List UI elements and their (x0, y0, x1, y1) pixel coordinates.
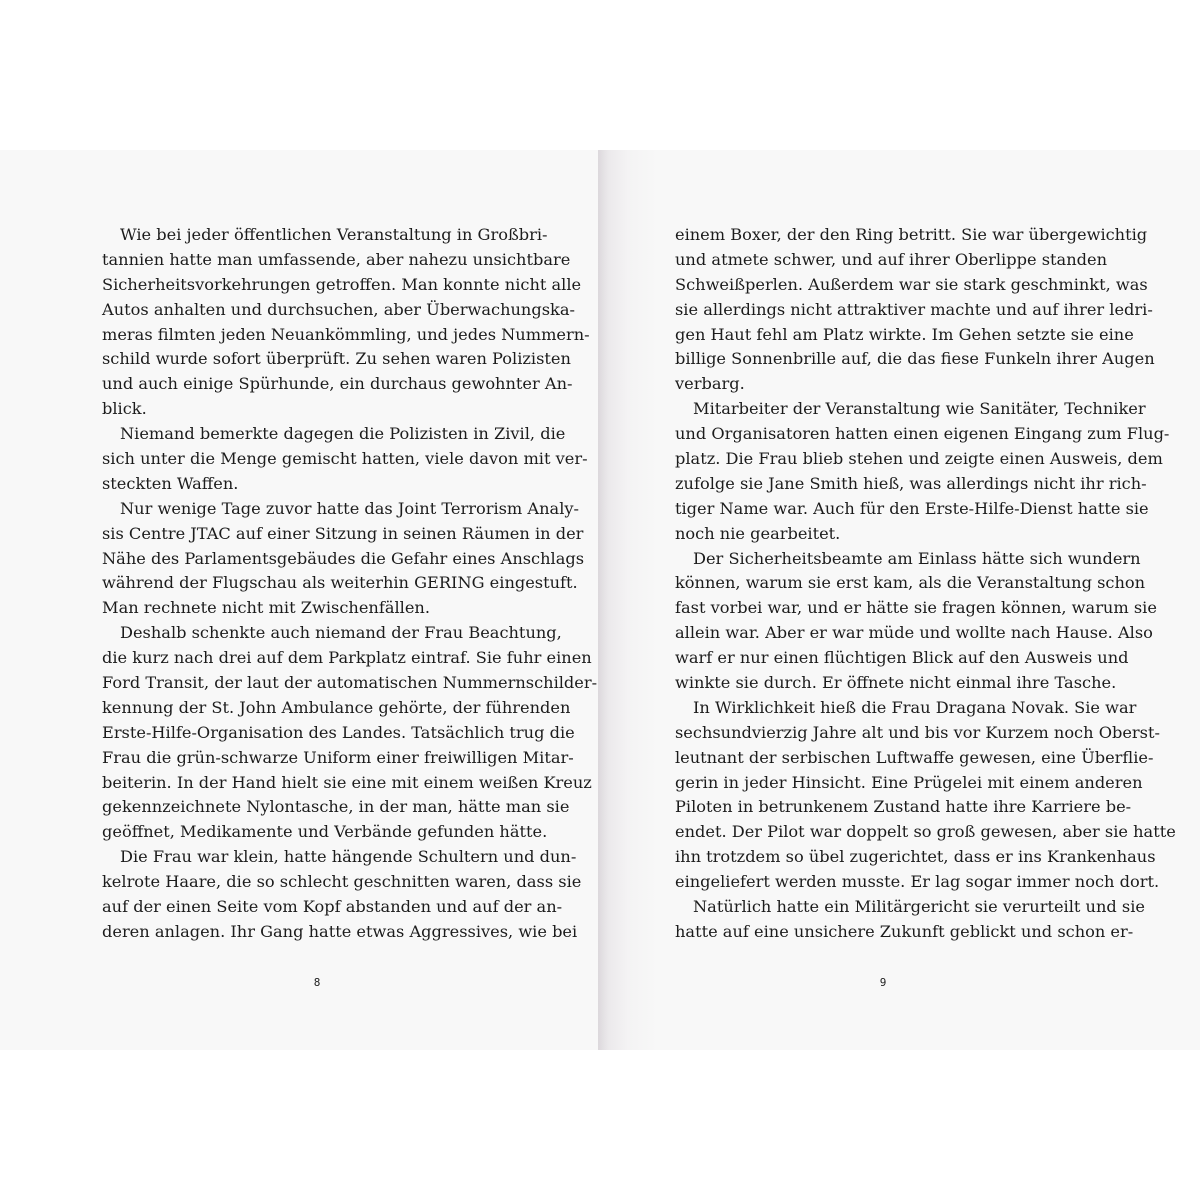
text-line: leutnant der serbischen Luftwaffe gewesen, eine Überflie- (675, 747, 1154, 767)
right-page-text (675, 223, 1176, 945)
left-page-text (102, 223, 598, 945)
text-line: fast vorbei war, und er hätte sie fragen können, warum sie (675, 598, 1157, 618)
text-line: Frau die grün-schwarze Uniform einer freiwilligen Mitar- (102, 747, 574, 767)
text-line: Nur wenige Tage zuvor hatte das Joint Terrorism Analy- (120, 498, 579, 518)
text-line: sich unter die Menge gemischt hatten, viele davon mit ver- (102, 449, 588, 469)
text-line: sis Centre JTAC auf einer Sitzung in seinen Räumen in der (102, 523, 584, 543)
text-line: gekennzeichnete Nylontasche, in der man, hätte man sie (102, 797, 570, 817)
text-line: eingeliefert werden musste. Er lag sogar immer noch dort. (675, 872, 1160, 892)
text-line: verbarg. (675, 374, 745, 394)
text-line: steckten Waffen. (102, 473, 239, 493)
text-line: meras filmten jeden Neuankömmling, und jedes Nummern- (102, 324, 590, 344)
text-line: geöffnet, Medikamente und Verbände gefunden hätte. (102, 822, 548, 842)
text-line: tannien hatte man umfassende, aber nahezu unsichtbare (102, 249, 571, 269)
text-line: sechsundvierzig Jahre alt und bis vor Kurzem noch Oberst- (675, 722, 1160, 742)
text-line: sie allerdings nicht attraktiver machte und auf ihrer ledri- (675, 299, 1153, 319)
text-line: endet. Der Pilot war doppelt so groß gewesen, aber sie hatte (675, 822, 1176, 842)
text-line: Wie bei jeder öffentlichen Veranstaltung in Großbri- (120, 225, 548, 244)
text-line: während der Flugschau als weiterhin GERING eingestuft. (102, 573, 578, 593)
text-line: Sicherheitsvorkehrungen getroffen. Man konnte nicht alle (102, 274, 582, 294)
text-line: In Wirklichkeit hieß die Frau Dragana Novak. Sie war (693, 697, 1137, 717)
text-line: Der Sicherheitsbeamte am Einlass hätte sich wundern (693, 548, 1141, 568)
book-spread (0, 150, 1200, 1050)
text-line: schild wurde sofort überprüft. Zu sehen waren Polizisten (102, 349, 571, 369)
text-line: hatte auf eine unsichere Zukunft geblickt und schon er- (675, 921, 1134, 941)
text-line: beiterin. In der Hand hielt sie eine mit einem weißen Kreuz (102, 772, 592, 792)
text-line: Piloten in betrunkenem Zustand hatte ihre Karriere be- (675, 797, 1132, 817)
text-line: auf der einen Seite vom Kopf abstanden und auf der an- (102, 897, 563, 917)
text-line: gen Haut fehl am Platz wirkte. Im Gehen setzte sie eine (675, 324, 1134, 344)
text-line: warf er nur einen flüchtigen Blick auf den Ausweis und (675, 648, 1129, 668)
text-line: zufolge sie Jane Smith hieß, was allerdings nicht ihr rich- (675, 473, 1147, 493)
text-line: und atmete schwer, und auf ihrer Oberlippe standen (675, 249, 1107, 269)
text-line: die kurz nach drei auf dem Parkplatz eintraf. Sie fuhr einen (102, 648, 592, 668)
text-line: kelrote Haare, die so schlecht geschnitten waren, dass sie (102, 872, 582, 892)
text-line: Ford Transit, der laut der automatischen Nummernschilder- (102, 673, 598, 693)
text-line: Nähe des Parlamentsgebäudes die Gefahr eines Anschlags (102, 548, 585, 568)
text-line: platz. Die Frau blieb stehen und zeigte einen Ausweis, dem (675, 449, 1163, 469)
left-page (0, 150, 598, 1050)
text-line: Autos anhalten und durchsuchen, aber Überwachungska- (102, 299, 575, 319)
text-line: blick. (102, 399, 147, 419)
text-line: und Organisatoren hatten einen eigenen Eingang zum Flug- (675, 424, 1170, 444)
page-number-left: 8 (313, 976, 321, 989)
text-line: noch nie gearbeitet. (675, 523, 841, 543)
right-page (598, 150, 1200, 1050)
text-line: einem Boxer, der den Ring betritt. Sie war übergewichtig (675, 225, 1148, 244)
text-line: billige Sonnenbrille auf, die das fiese Funkeln ihrer Augen (675, 349, 1155, 369)
text-line: Schweißperlen. Außerdem war sie stark geschminkt, was (675, 274, 1148, 294)
text-line: Die Frau war klein, hatte hängende Schultern und dun- (120, 847, 577, 867)
text-line: winkte sie durch. Er öffnete nicht einmal ihre Tasche. (675, 673, 1117, 693)
text-line: Erste-Hilfe-Organisation des Landes. Tatsächlich trug die (102, 722, 575, 742)
text-line: Deshalb schenkte auch niemand der Frau Beachtung, (120, 623, 562, 643)
text-line: Niemand bemerkte dagegen die Polizisten in Zivil, die (120, 424, 566, 444)
text-line: und auch einige Spürhunde, ein durchaus gewohnter An- (102, 374, 573, 394)
text-line: gerin in jeder Hinsicht. Eine Prügelei mit einem anderen (675, 772, 1143, 792)
text-line: kennung der St. John Ambulance gehörte, der führenden (102, 697, 571, 717)
text-line: können, warum sie erst kam, als die Veranstaltung schon (675, 573, 1146, 593)
page-number-right: 9 (879, 976, 887, 989)
text-line: tiger Name war. Auch für den Erste-Hilfe-Dienst hatte sie (675, 498, 1149, 518)
text-line: Mitarbeiter der Veranstaltung wie Sanitäter, Techniker (693, 399, 1146, 419)
text-line: deren anlagen. Ihr Gang hatte etwas Aggressives, wie bei (102, 921, 578, 941)
text-line: Man rechnete nicht mit Zwischenfällen. (102, 598, 430, 618)
text-line: ihn trotzdem so übel zugerichtet, dass er ins Krankenhaus (675, 847, 1156, 867)
text-line: Natürlich hatte ein Militärgericht sie verurteilt und sie (693, 897, 1145, 917)
text-line: allein war. Aber er war müde und wollte nach Hause. Also (675, 623, 1153, 643)
